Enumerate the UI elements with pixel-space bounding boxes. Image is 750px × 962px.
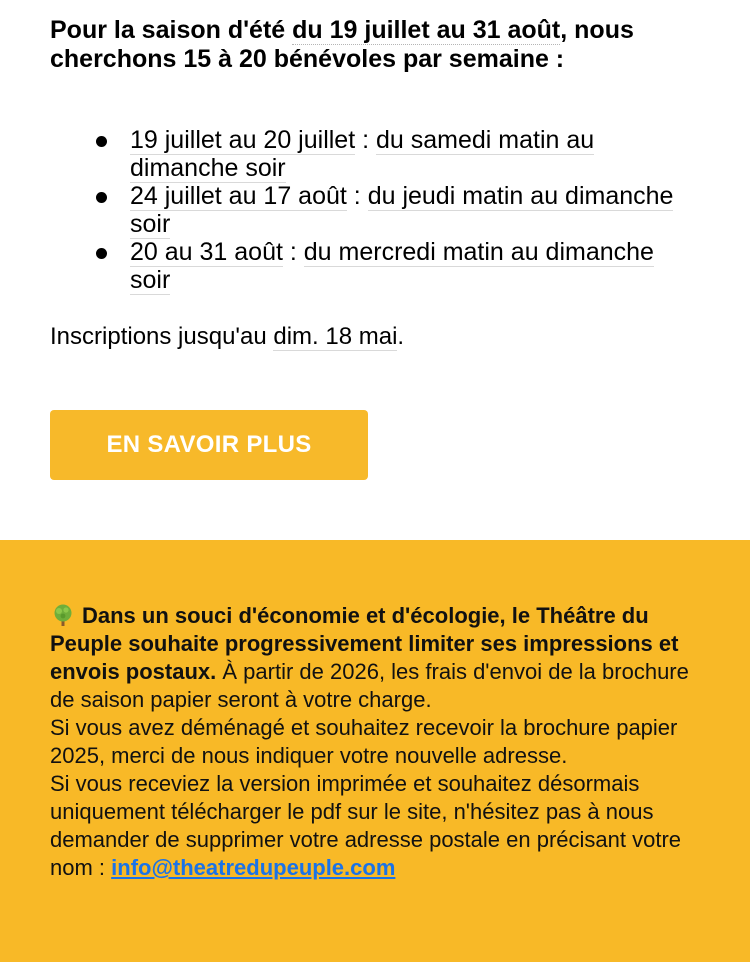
periods-list — [130, 126, 690, 294]
eco-bold-statement: Dans un souci d'économie et d'écologie, le Théâtre du Peuple souhaite progressivement limiter ses impressions et envois postaux. — [50, 603, 679, 684]
list-item — [130, 182, 690, 238]
period-detail: du mercredi matin au dimanche soir — [130, 238, 654, 294]
learn-more-button[interactable]: EN SAVOIR PLUS — [50, 410, 368, 480]
heading-text: Pour la saison d'été — [50, 16, 293, 44]
period-dates: 19 juillet au 20 juillet — [130, 126, 356, 154]
tree-icon — [50, 604, 76, 626]
email-link[interactable]: info@theatredupeuple.com — [111, 855, 396, 880]
heading-dates: du 19 juillet au 31 août — [292, 16, 561, 44]
list-item — [130, 126, 690, 182]
eco-fees-text: À partir de 2026, les frais d'envoi de la brochure de saison papier seront à votre charge. — [50, 659, 689, 712]
eco-pdf-text: Si vous receviez la version imprimée et souhaitez désormais uniquement télécharger le pdf sur le site, n'hésitez pas à nous demander de supprimer votre adresse postale en précisant votre nom : — [50, 771, 682, 880]
inscriptions-date: dim. 18 mai — [273, 323, 398, 350]
eco-notice-text — [50, 602, 710, 882]
eco-notice-section — [0, 540, 750, 962]
eco-moved-text: Si vous avez déménagé et souhaitez recevoir la brochure papier 2025, merci de nous indiquer votre nouvelle adresse. — [50, 715, 678, 768]
period-detail: du jeudi matin au dimanche soir — [130, 182, 674, 238]
bullet-icon — [96, 248, 107, 259]
inscriptions-deadline — [50, 322, 404, 352]
period-dates: 24 juillet au 17 août — [130, 182, 347, 210]
list-item — [130, 238, 690, 294]
period-separator: : — [346, 182, 368, 210]
inscriptions-text: Inscriptions jusqu'au — [50, 323, 274, 350]
period-separator: : — [355, 126, 376, 154]
bullet-icon — [96, 136, 107, 147]
period-separator: : — [282, 238, 304, 266]
volunteers-heading — [50, 16, 710, 74]
heading-text-end: , nous cherchons 15 à 20 bénévoles par semaine : — [50, 16, 634, 73]
inscriptions-period: . — [397, 323, 405, 350]
period-detail: du samedi matin au dimanche soir — [130, 126, 595, 182]
bullet-icon — [96, 192, 107, 203]
period-dates: 20 au 31 août — [130, 238, 283, 266]
